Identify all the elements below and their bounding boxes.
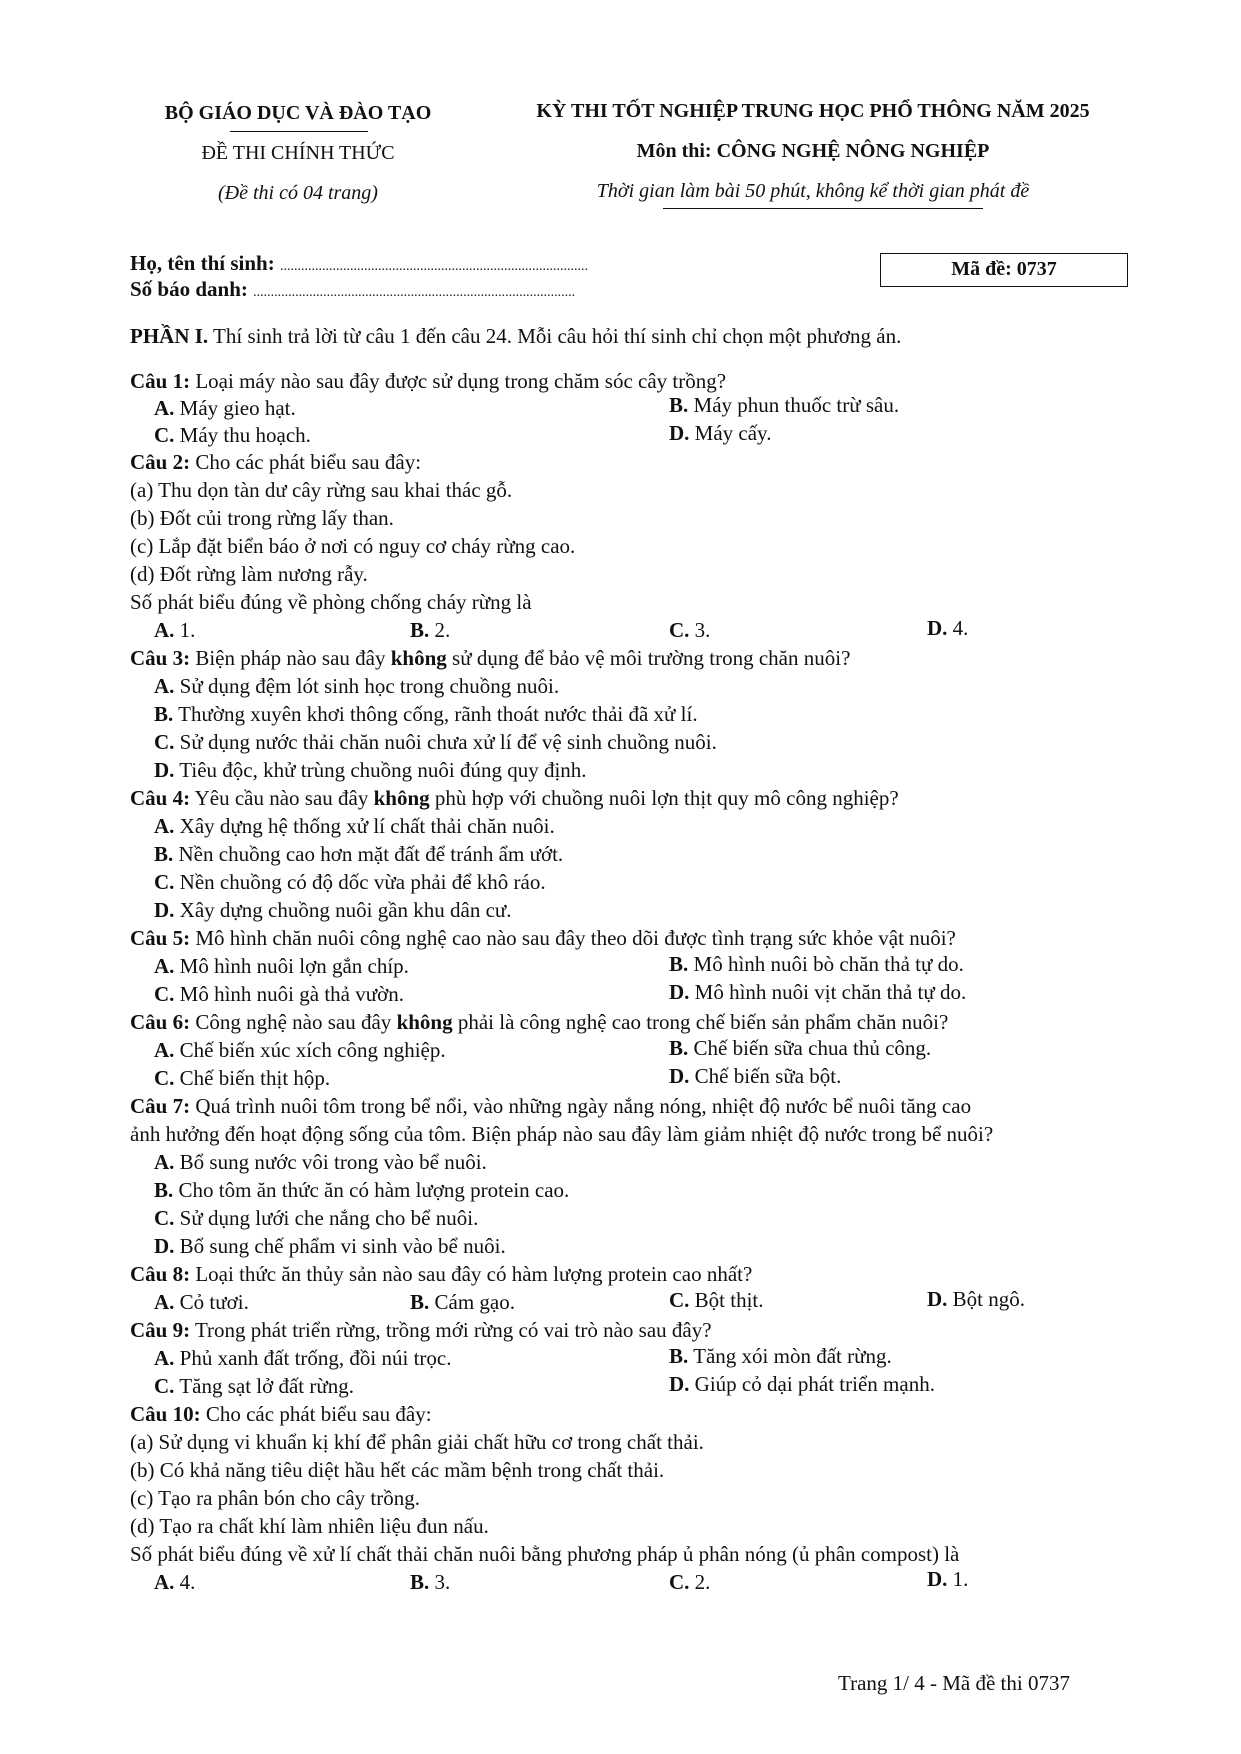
- pages-note: (Đề thi có 04 trang): [218, 182, 378, 204]
- q3-option-d: D. Tiêu độc, khử trùng chuồng nuôi đúng quy định.: [154, 758, 587, 782]
- question-1: [130, 368, 726, 394]
- q4-option-c: C. Nền chuồng có độ dốc vừa phải để khô ráo.: [154, 870, 546, 894]
- question-3: Câu 3: Biện pháp nào sau đây không sử dụng để bảo vệ môi trường trong chăn nuôi?: [130, 646, 851, 670]
- q8-option-d: D. Bột ngô.: [927, 1287, 1026, 1311]
- page-footer: Trang 1/ 4 - Mã đề thi 0737: [838, 1671, 1070, 1695]
- q5-option-d: D. Mô hình nuôi vịt chăn thả tự do.: [669, 980, 967, 1004]
- q3-option-b: B. Thường xuyên khơi thông cống, rãnh thoát nước thải đã xử lí.: [154, 702, 698, 726]
- q9-option-c: C. Tăng sạt lở đất rừng.: [154, 1374, 354, 1398]
- q9-option-d: D. Giúp cỏ dại phát triển mạnh.: [669, 1372, 935, 1396]
- q1-option-d: D. Máy cấy.: [669, 421, 772, 445]
- q2-statement-c: (c) Lắp đặt biển báo ở nơi có nguy cơ cháy rừng cao.: [130, 534, 576, 558]
- candidate-name-label: Họ, tên thí sinh:: [130, 251, 275, 275]
- question-4: Câu 4: Yêu cầu nào sau đây không phù hợp với chuồng nuôi lợn thịt quy mô công nghiệp?: [130, 786, 899, 810]
- q7-option-c: C. Sử dụng lưới che nắng cho bể nuôi.: [154, 1206, 479, 1230]
- exam-code-label: Mã đề:: [951, 258, 1012, 280]
- ministry-underline: [230, 131, 368, 132]
- question-9: Câu 9: Trong phát triển rừng, trồng mới rừng có vai trò nào sau đây?: [130, 1318, 712, 1342]
- exam-title: KỲ THI TỐT NGHIỆP TRUNG HỌC PHỔ THÔNG NĂM 2025: [536, 100, 1090, 122]
- official-label: ĐỀ THI CHÍNH THỨC: [201, 142, 395, 164]
- ministry-name: BỘ GIÁO DỤC VÀ ĐÀO TẠO: [164, 102, 432, 124]
- q10-statement-c: (c) Tạo ra phân bón cho cây trồng.: [130, 1486, 421, 1510]
- q2-statement-b: (b) Đốt củi trong rừng lấy than.: [130, 506, 394, 530]
- q2-option-b: B. 2.: [410, 618, 451, 642]
- q2-option-c: C. 3.: [669, 618, 711, 642]
- question-8: Câu 8: Loại thức ăn thủy sản nào sau đây có hàm lượng protein cao nhất?: [130, 1262, 753, 1286]
- q10-option-a: A. 4.: [154, 1570, 196, 1594]
- q5-option-b: B. Mô hình nuôi bò chăn thả tự do.: [669, 952, 964, 976]
- q10-option-c: C. 2.: [669, 1570, 711, 1594]
- q6-option-c: C. Chế biến thịt hộp.: [154, 1066, 331, 1090]
- q6-option-a: A. Chế biến xúc xích công nghiệp.: [154, 1038, 446, 1062]
- q8-option-a: A. Cỏ tươi.: [154, 1290, 249, 1314]
- q1-option-a: A. Máy gieo hạt.: [154, 396, 296, 420]
- question-7: Câu 7: Quá trình nuôi tôm trong bể nổi, vào những ngày nắng nóng, nhiệt độ nước bể nuôi tăng cao: [130, 1094, 972, 1118]
- time-note: Thời gian làm bài 50 phút, không kể thời gian phát đề: [596, 180, 1030, 202]
- question-6: Câu 6: Công nghệ nào sau đây không phải là công nghệ cao trong chế biến sản phẩm chăn nuôi?: [130, 1010, 949, 1034]
- q6-option-b: B. Chế biến sữa chua thủ công.: [669, 1036, 932, 1060]
- q10-statement-a: (a) Sử dụng vi khuẩn kị khí để phân giải chất hữu cơ trong chất thải.: [130, 1430, 704, 1454]
- q1-option-c: C. Máy thu hoạch.: [154, 423, 311, 447]
- q10-prompt: Số phát biểu đúng về xử lí chất thải chăn nuôi bằng phương pháp ủ phân nóng (ủ phân compost) là: [130, 1542, 960, 1566]
- candidate-id-label: Số báo danh:: [130, 277, 248, 301]
- q3-option-c: C. Sử dụng nước thải chăn nuôi chưa xử lí để vệ sinh chuồng nuôi.: [154, 730, 717, 754]
- q5-option-a: A. Mô hình nuôi lợn gắn chíp.: [154, 954, 409, 978]
- subject-line: [493, 140, 1133, 163]
- candidate-id-line: [130, 276, 575, 306]
- q6-option-d: D. Chế biến sữa bột.: [669, 1064, 842, 1088]
- q4-option-a: A. Xây dựng hệ thống xử lí chất thải chăn nuôi.: [154, 814, 555, 838]
- question-label: Câu 1:: [130, 369, 191, 393]
- q3-option-a: A. Sử dụng đệm lót sinh học trong chuồng nuôi.: [154, 674, 560, 698]
- q10-statement-d: (d) Tạo ra chất khí làm nhiên liệu đun nấu.: [130, 1514, 489, 1538]
- question-text: Loại máy nào sau đây được sử dụng trong chăm sóc cây trồng?: [195, 369, 727, 393]
- q8-option-b: B. Cám gạo.: [410, 1290, 515, 1314]
- part-label: PHẦN I.: [130, 324, 209, 348]
- candidate-id-dots: ............................................................................................: [253, 285, 576, 300]
- q7-option-d: D. Bổ sung chế phẩm vi sinh vào bể nuôi.: [154, 1234, 506, 1258]
- q2-statement-a: (a) Thu dọn tàn dư cây rừng sau khai thác gỗ.: [130, 478, 513, 502]
- q10-option-d: D. 1.: [927, 1567, 969, 1591]
- exam-code-value: 0737: [1016, 258, 1057, 280]
- q4-option-d: D. Xây dựng chuồng nuôi gần khu dân cư.: [154, 898, 512, 922]
- q2-statement-d: (d) Đốt rừng làm nương rẫy.: [130, 562, 368, 586]
- question-2: Câu 2: Cho các phát biểu sau đây:: [130, 450, 422, 474]
- question-7-continued: ảnh hưởng đến hoạt động sống của tôm. Biện pháp nào sau đây làm giảm nhiệt độ nước trong bể nuôi?: [130, 1122, 994, 1146]
- q5-option-c: C. Mô hình nuôi gà thả vườn.: [154, 982, 404, 1006]
- q2-option-a: A. 1.: [154, 618, 196, 642]
- part-instruction: Thí sinh trả lời từ câu 1 đến câu 24. Mỗi câu hỏi thí sinh chỉ chọn một phương án.: [213, 324, 902, 348]
- q7-option-a: A. Bổ sung nước vôi trong vào bể nuôi.: [154, 1150, 487, 1174]
- q9-option-b: B. Tăng xói mòn đất rừng.: [669, 1344, 892, 1368]
- q2-prompt: Số phát biểu đúng về phòng chống cháy rừng là: [130, 590, 532, 614]
- question-5: Câu 5: Mô hình chăn nuôi công nghệ cao nào sau đây theo dõi được tình trạng sức khỏe vật nuôi?: [130, 926, 956, 950]
- question-10: Câu 10: Cho các phát biểu sau đây:: [130, 1402, 432, 1426]
- subject-label: Môn thi:: [636, 140, 712, 162]
- q1-option-b: B. Máy phun thuốc trừ sâu.: [669, 393, 900, 417]
- subject-name: CÔNG NGHỆ NÔNG NGHIỆP: [716, 140, 990, 162]
- q10-option-b: B. 3.: [410, 1570, 451, 1594]
- part-heading: [130, 323, 901, 349]
- exam-code-box: [880, 253, 1128, 287]
- q2-option-d: D. 4.: [927, 616, 969, 640]
- time-underline: [663, 208, 983, 209]
- q10-statement-b: (b) Có khả năng tiêu diệt hầu hết các mầm bệnh trong chất thải.: [130, 1458, 665, 1482]
- q4-option-b: B. Nền chuồng cao hơn mặt đất để tránh ẩm ướt.: [154, 842, 564, 866]
- q7-option-b: B. Cho tôm ăn thức ăn có hàm lượng protein cao.: [154, 1178, 570, 1202]
- q8-option-c: C. Bột thịt.: [669, 1288, 764, 1312]
- q9-option-a: A. Phủ xanh đất trống, đồi núi trọc.: [154, 1346, 452, 1370]
- candidate-name-dots: ........................................................................................: [279, 259, 588, 274]
